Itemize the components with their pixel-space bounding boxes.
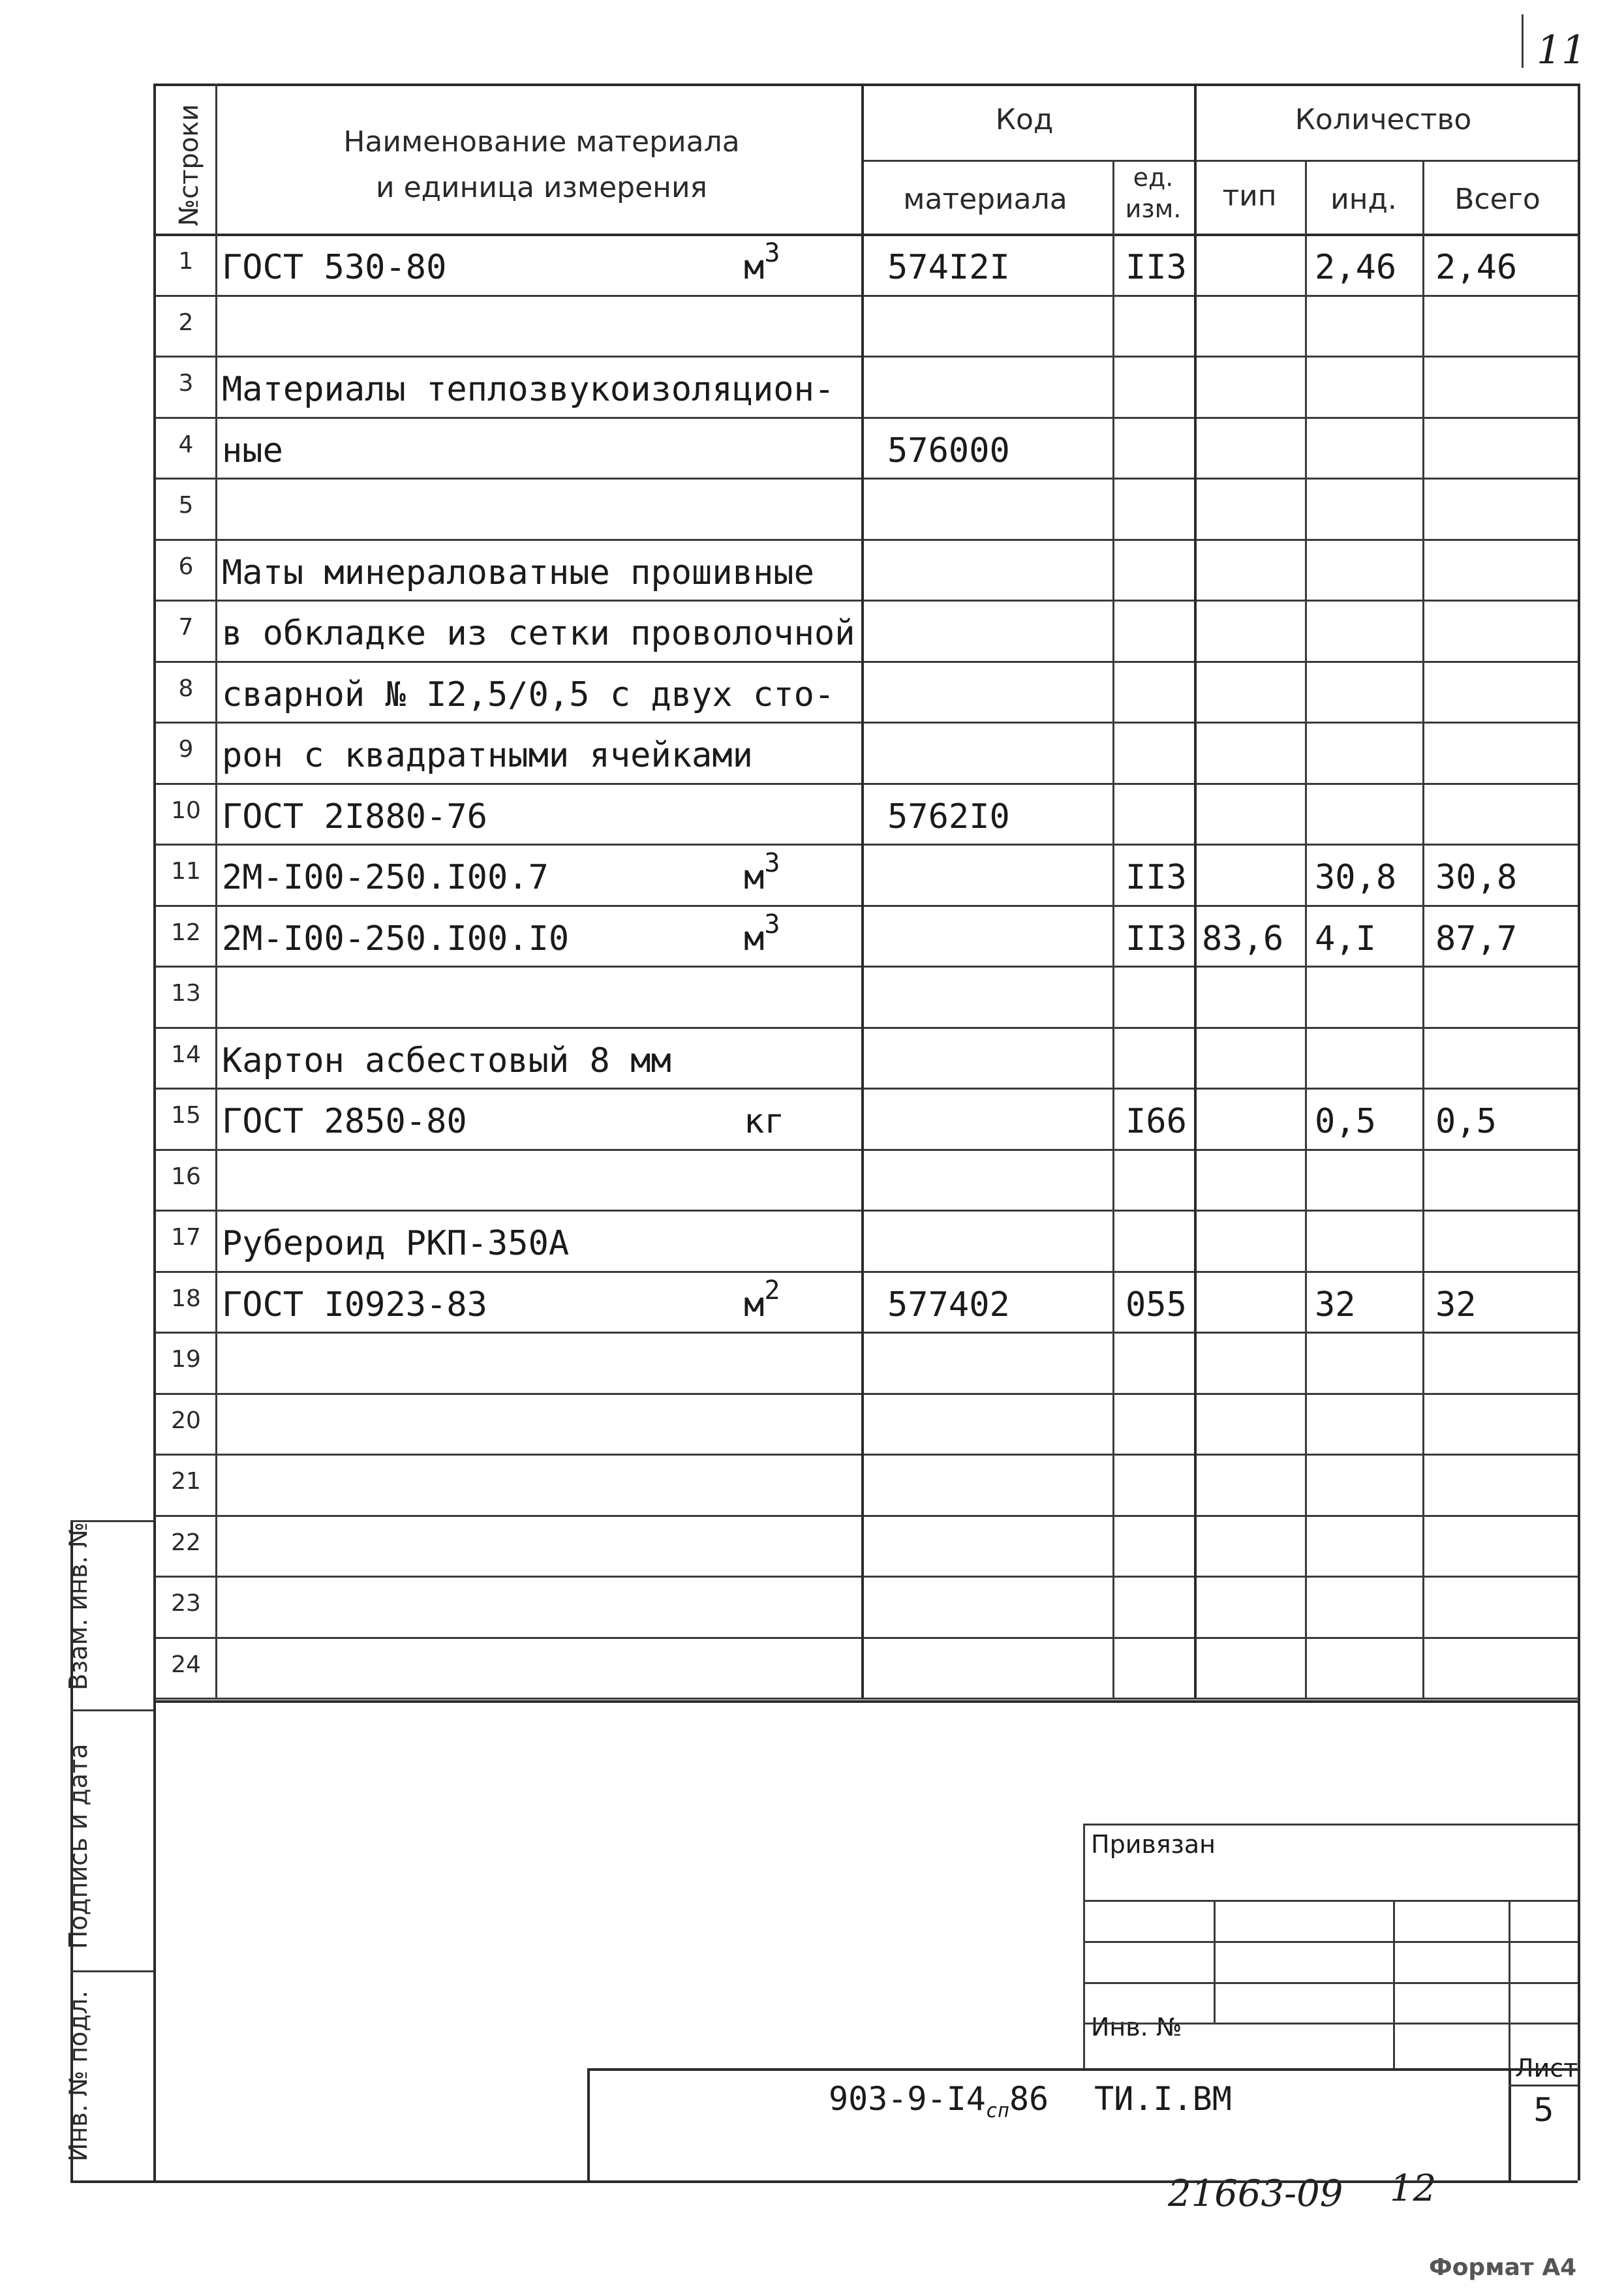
material-name: ГОСТ 530-80 (222, 248, 447, 287)
titleblock-col (1509, 1900, 1510, 2068)
row-separator (153, 417, 1578, 419)
side-stamp-top (70, 1520, 153, 1522)
table-top-border (153, 84, 1578, 86)
qty-ind: 32 (1315, 1285, 1356, 1324)
row-number: 14 (171, 1041, 201, 1068)
designation-left (587, 2068, 590, 2180)
row-number: 8 (178, 675, 194, 702)
row-number: 16 (171, 1163, 201, 1190)
material-name: ГОСТ I0923-83 (222, 1285, 487, 1324)
header-bottom-border (153, 234, 1578, 236)
row-number: 9 (178, 736, 194, 763)
header-kod: Код (995, 103, 1054, 136)
material-name: 2М-I00-250.I00.I0 (222, 919, 570, 958)
row-number: 6 (178, 553, 194, 580)
row-separator (153, 1698, 1578, 1700)
unit-code: I66 (1126, 1102, 1187, 1141)
column-divider (1422, 160, 1424, 1698)
titleblock-col (1393, 1900, 1395, 2068)
stamp-privyazan: Привязан (1091, 1830, 1216, 1859)
material-name: ные (222, 431, 283, 470)
header-ind: инд. (1330, 183, 1397, 216)
row-separator (153, 539, 1578, 541)
table-left-border (153, 84, 156, 1698)
row-separator (153, 1271, 1578, 1273)
header-subdivider (861, 160, 1578, 162)
header-vsego: Всего (1454, 183, 1540, 216)
corner-sheet-number: 11 (1537, 27, 1587, 73)
material-code: 576000 (887, 431, 1010, 470)
designation-main: 903-9-I4 (829, 2080, 986, 2118)
table-right-border (1578, 84, 1580, 1698)
unit-base: м (744, 858, 765, 897)
material-name: Маты минераловатные прошивные (222, 553, 814, 592)
footer-handwritten-number: 21663-09 (1168, 2173, 1343, 2215)
row-number: 11 (171, 858, 201, 885)
column-divider (861, 84, 864, 1698)
material-name: сварной № I2,5/0,5 с двух сто- (222, 675, 835, 714)
titleblock-left (1083, 1824, 1085, 2068)
row-number: 22 (171, 1529, 201, 1556)
sheet-label-divider (1509, 2085, 1578, 2086)
column-divider (1305, 160, 1307, 1698)
side-stamp-divider (70, 1709, 153, 1711)
stamp-list-label: Лист (1515, 2054, 1578, 2083)
material-code: 577402 (887, 1285, 1010, 1324)
unit-base: кг (744, 1102, 785, 1141)
row-number: 24 (171, 1651, 201, 1678)
row-number: 5 (178, 492, 194, 519)
column-divider (215, 84, 217, 1698)
frame-inner-left (153, 1698, 156, 2180)
unit-base: м (744, 919, 765, 958)
stamp-list-value: 5 (1533, 2091, 1554, 2129)
qty-ind: 4,I (1315, 919, 1376, 958)
row-number: 13 (171, 980, 201, 1007)
unit-base: м (744, 1285, 765, 1324)
header-name-line1: Наименование материала (343, 125, 740, 159)
frame-right-border (1578, 1698, 1580, 2180)
material-name: Материалы теплозвукоизоляцион- (222, 370, 835, 409)
row-separator (153, 1637, 1578, 1639)
header-material: материала (903, 183, 1067, 216)
stamp-designation (829, 2080, 1232, 2122)
row-separator (153, 1454, 1578, 1456)
row-number: 1 (178, 248, 194, 275)
designation-code: ТИ.I.ВМ (1094, 2080, 1232, 2118)
qty-ind: 30,8 (1315, 858, 1397, 897)
unit-exponent: 2 (764, 1275, 780, 1306)
stamp-inv-no: Инв. № (1091, 2013, 1182, 2041)
unit-of-measure (744, 1275, 780, 1324)
material-name: 2М-I00-250.I00.7 (222, 858, 549, 897)
row-number: 12 (171, 919, 201, 946)
row-separator (153, 844, 1578, 846)
column-divider (1112, 160, 1114, 1698)
row-separator (153, 1027, 1578, 1029)
frame-left-border (70, 1520, 73, 2180)
footer-handwritten-page: 12 (1390, 2167, 1437, 2210)
titleblock-row (1083, 1900, 1578, 1902)
header-tip: тип (1222, 179, 1277, 213)
row-separator (153, 478, 1578, 480)
unit-of-measure (744, 848, 780, 897)
row-number: 3 (178, 370, 194, 397)
unit-base: м (744, 248, 765, 287)
material-code: 574I2I (887, 248, 1010, 287)
qty-ind: 0,5 (1315, 1102, 1376, 1141)
row-number: 15 (171, 1102, 201, 1129)
row-separator (153, 1576, 1578, 1578)
qty-tip: 83,6 (1202, 919, 1284, 958)
stamp-vzam-inv: Взам. инв. № (64, 1522, 93, 1691)
stamp-inv-podl: Инв. № подл. (64, 1990, 93, 2162)
row-number: 2 (178, 309, 194, 336)
row-separator (153, 356, 1578, 358)
material-name: в обкладке из сетки проволочной (222, 614, 855, 653)
corner-divider (1522, 14, 1524, 68)
header-kolichestvo: Количество (1295, 103, 1472, 136)
stamp-podpis-data: Подпись и дата (64, 1743, 93, 1949)
material-name: рон с квадратными ячейками (222, 736, 753, 775)
row-separator (153, 905, 1578, 907)
material-name: ГОСТ 2850-80 (222, 1102, 467, 1141)
qty-vsego: 0,5 (1435, 1102, 1497, 1141)
row-number: 17 (171, 1224, 201, 1251)
row-separator (153, 1393, 1578, 1395)
qty-ind: 2,46 (1315, 248, 1397, 287)
material-name: Рубероид РКП-350А (222, 1224, 570, 1263)
unit-exponent: 3 (764, 848, 780, 878)
material-name: Картон асбестовый 8 мм (222, 1041, 671, 1080)
header-row-number: №строки (174, 104, 204, 226)
designation-top (587, 2068, 1578, 2071)
unit-exponent: 3 (764, 238, 780, 268)
row-separator (153, 1149, 1578, 1151)
unit-code: II3 (1126, 919, 1187, 958)
unit-of-measure (744, 1102, 785, 1141)
header-ed-line1: ед. (1133, 163, 1174, 192)
row-number: 10 (171, 797, 201, 824)
row-number: 20 (171, 1407, 201, 1434)
row-separator (153, 600, 1578, 602)
side-stamp-divider (70, 1970, 153, 1972)
titleblock-row (1083, 2023, 1578, 2025)
unit-exponent: 3 (764, 909, 780, 940)
row-separator (153, 1332, 1578, 1334)
titleblock-top (1083, 1824, 1578, 1826)
row-separator (153, 295, 1578, 297)
row-separator (153, 966, 1578, 968)
row-separator (153, 661, 1578, 663)
qty-vsego: 32 (1435, 1285, 1477, 1324)
titleblock-row (1083, 1941, 1578, 1943)
row-separator (153, 1088, 1578, 1090)
unit-of-measure (744, 238, 780, 287)
row-separator (153, 783, 1578, 785)
material-code: 5762I0 (887, 797, 1010, 836)
header-name-line2: и единица измерения (375, 171, 708, 204)
qty-vsego: 30,8 (1435, 858, 1518, 897)
unit-code: II3 (1126, 858, 1187, 897)
frame-bottom-border (70, 2180, 1578, 2183)
row-number: 4 (178, 431, 194, 458)
table-bottom-border (153, 1700, 1578, 1703)
row-number: 18 (171, 1285, 201, 1312)
unit-code: 055 (1126, 1285, 1187, 1324)
qty-vsego: 87,7 (1435, 919, 1518, 958)
row-separator (153, 722, 1578, 724)
row-number: 21 (171, 1468, 201, 1495)
titleblock-row (1083, 1982, 1578, 1984)
footer-format: Формат А4 (1429, 2254, 1577, 2281)
material-name: ГОСТ 2I880-76 (222, 797, 487, 836)
qty-vsego: 2,46 (1435, 248, 1518, 287)
column-divider (1194, 84, 1197, 1698)
row-number: 7 (178, 614, 194, 641)
row-number: 23 (171, 1590, 201, 1617)
unit-of-measure (744, 909, 780, 958)
designation-year: 86 (1009, 2080, 1049, 2118)
row-number: 19 (171, 1346, 201, 1373)
header-ed-line2: изм. (1125, 194, 1182, 223)
titleblock-col (1214, 1900, 1216, 2023)
unit-code: II3 (1126, 248, 1187, 287)
row-separator (153, 1515, 1578, 1517)
designation-sub: сп (985, 2100, 1009, 2122)
row-separator (153, 1210, 1578, 1212)
